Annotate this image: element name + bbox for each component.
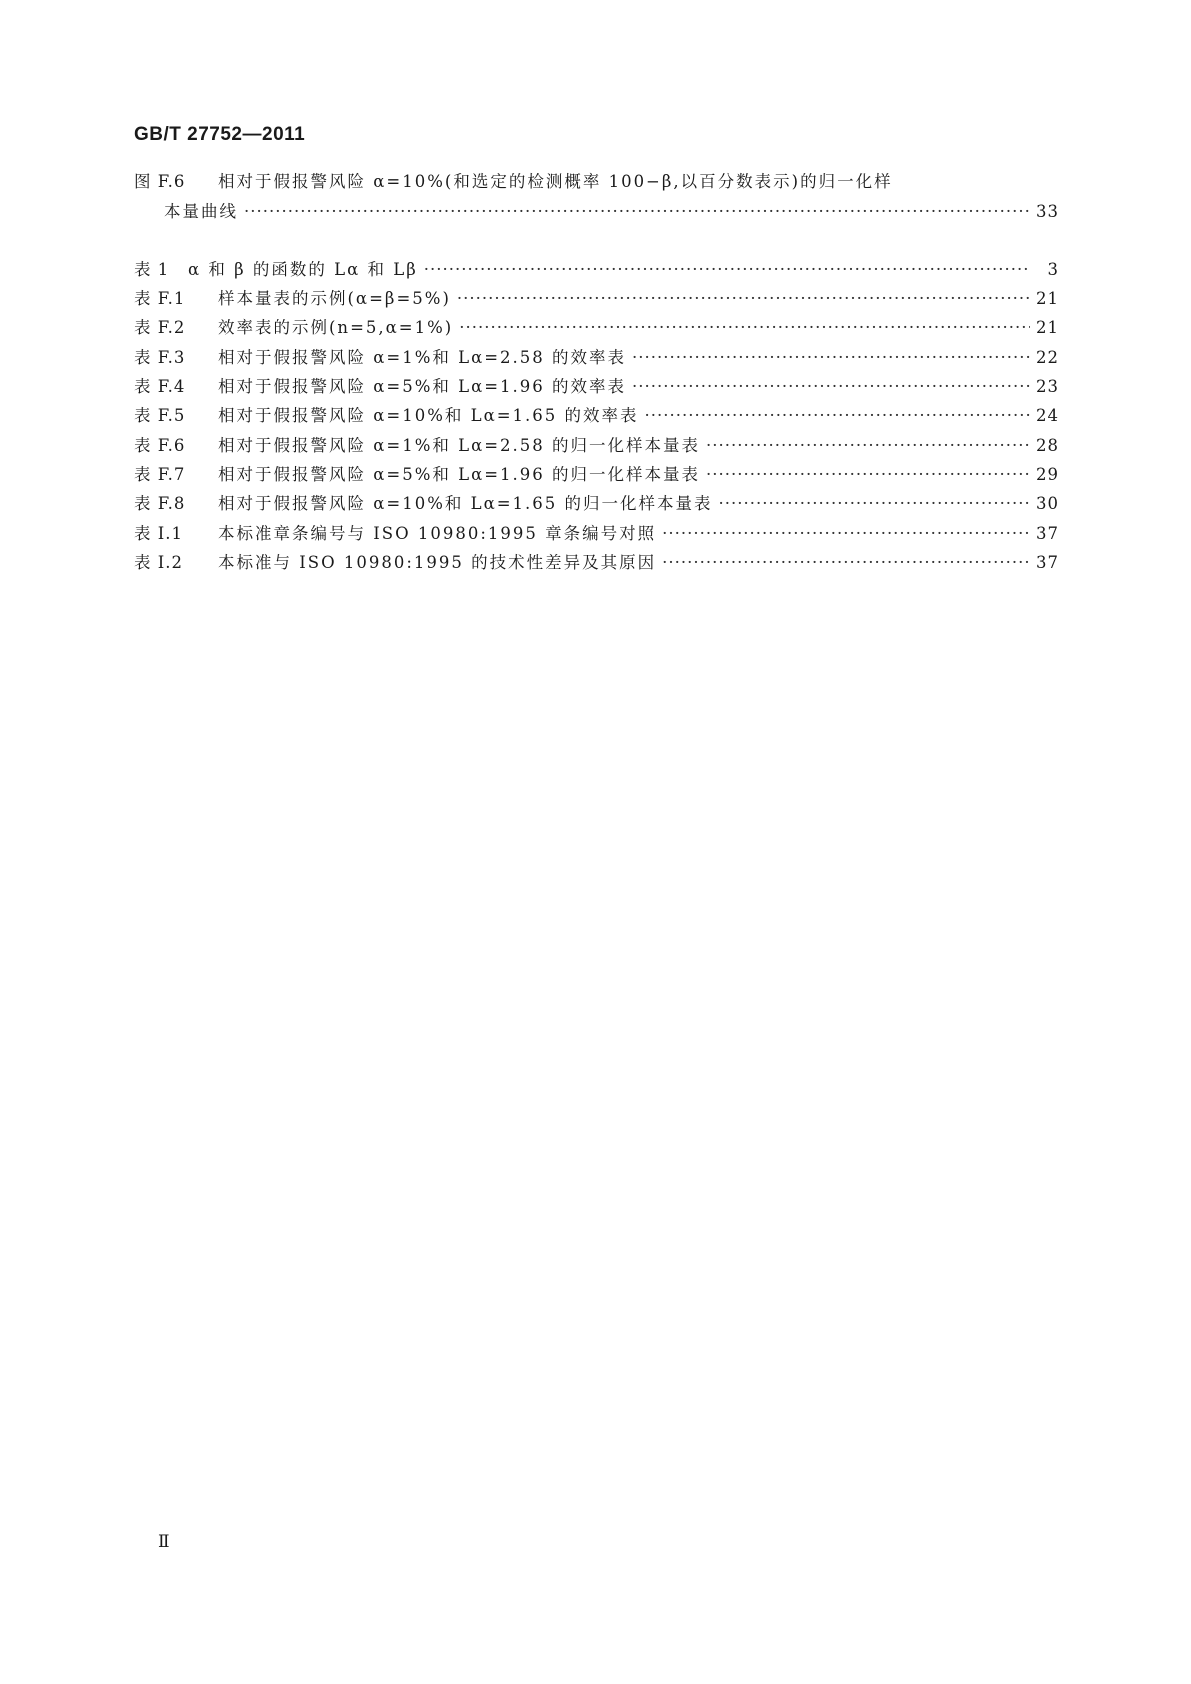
- toc-entry-table-i1[interactable]: [134, 520, 1059, 544]
- entry-title: 本标准与 ISO 10980:1995 的技术性差异及其原因: [218, 553, 657, 572]
- dot-leader: [706, 465, 1030, 484]
- entry-title: 本标准章条编号与 ISO 10980:1995 章条编号对照: [218, 524, 657, 543]
- entry-title: 相对于假报警风险 α=10%和 Lα=1.65 的归一化样本量表: [218, 494, 713, 513]
- entry-number: 图 F.6: [134, 172, 186, 191]
- toc-entry-table-f4[interactable]: [134, 373, 1059, 397]
- entry-page: 21: [1036, 318, 1059, 337]
- dot-leader: [645, 406, 1030, 425]
- toc-entry-table-f2[interactable]: [134, 314, 1059, 338]
- entry-title: 相对于假报警风险 α=10%(和选定的检测概率 100−β,以百分数表示)的归一化样: [218, 172, 893, 191]
- dot-leader: [719, 494, 1030, 513]
- entry-number: 表 F.1: [134, 289, 186, 308]
- entry-title: 相对于假报警风险 α=5%和 Lα=1.96 的归一化样本量表: [218, 465, 701, 484]
- entry-page: 37: [1036, 553, 1059, 572]
- entry-number: 表 I.2: [134, 553, 184, 572]
- toc-entry-table-f5[interactable]: [134, 402, 1059, 426]
- toc-entry-figure-f6-line1[interactable]: [134, 168, 1059, 192]
- entry-title: 相对于假报警风险 α=5%和 Lα=1.96 的效率表: [218, 377, 627, 396]
- document-id: GB/T 27752—2011: [134, 124, 306, 145]
- entry-number: 表 1: [134, 260, 170, 279]
- entry-page: 37: [1036, 524, 1059, 543]
- entry-title: 相对于假报警风险 α=1%和 Lα=2.58 的归一化样本量表: [218, 436, 701, 455]
- entry-page: 3: [1047, 260, 1059, 279]
- entry-page: 33: [1036, 202, 1059, 221]
- toc-entry-table-f3[interactable]: [134, 344, 1059, 368]
- dot-leader: [244, 202, 1030, 221]
- entry-number: 表 F.5: [134, 406, 186, 425]
- entry-title: 相对于假报警风险 α=10%和 Lα=1.65 的效率表: [218, 406, 639, 425]
- dot-leader: [457, 289, 1030, 308]
- entry-title: 相对于假报警风险 α=1%和 Lα=2.58 的效率表: [218, 348, 627, 367]
- toc-entry-table-f6[interactable]: [134, 432, 1059, 456]
- entry-page: 29: [1036, 465, 1059, 484]
- entry-page: 24: [1036, 406, 1059, 425]
- dot-leader: [706, 436, 1030, 455]
- entry-title-continued: 本量曲线: [164, 202, 238, 221]
- entry-number: 表 F.7: [134, 465, 186, 484]
- dot-leader: [662, 553, 1030, 572]
- entry-page: 30: [1036, 494, 1059, 513]
- dot-leader: [459, 318, 1030, 337]
- dot-leader: [632, 377, 1030, 396]
- toc-entry-table-1[interactable]: [134, 256, 1059, 280]
- entry-number: 表 F.8: [134, 494, 186, 513]
- entry-number: 表 I.1: [134, 524, 184, 543]
- entry-number: 表 F.6: [134, 436, 186, 455]
- toc-entry-table-f7[interactable]: [134, 461, 1059, 485]
- page-number: Ⅱ: [158, 1532, 170, 1552]
- entry-number: 表 F.3: [134, 348, 186, 367]
- entry-title: α 和 β 的函数的 Lα 和 Lβ: [188, 260, 418, 279]
- toc-entry-table-i2[interactable]: [134, 549, 1059, 573]
- entry-title: 效率表的示例(n=5,α=1%): [218, 318, 454, 337]
- entry-page: 21: [1036, 289, 1059, 308]
- toc-entry-figure-f6-line2[interactable]: [164, 198, 1059, 222]
- toc-entry-table-f1[interactable]: [134, 285, 1059, 309]
- entry-page: 22: [1036, 348, 1059, 367]
- entry-page: 28: [1036, 436, 1059, 455]
- toc-entry-table-f8[interactable]: [134, 490, 1059, 514]
- entry-number: 表 F.4: [134, 377, 186, 396]
- dot-leader: [662, 524, 1030, 543]
- entry-page: 23: [1036, 377, 1059, 396]
- dot-leader: [424, 260, 1031, 279]
- entry-number: 表 F.2: [134, 318, 186, 337]
- entry-title: 样本量表的示例(α=β=5%): [218, 289, 451, 308]
- dot-leader: [632, 348, 1030, 367]
